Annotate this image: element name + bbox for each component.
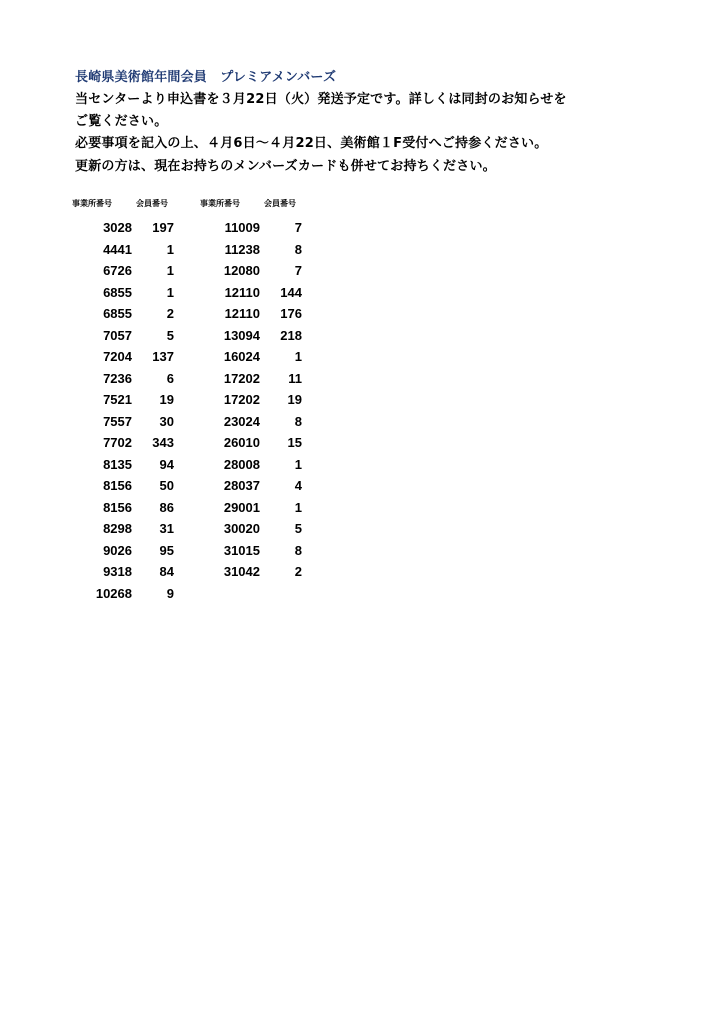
member-number-cell: 15 — [287, 435, 302, 451]
column-header-office-number: 事業所番号 — [72, 199, 112, 208]
notice-line-2: ご覧ください。 — [75, 114, 168, 129]
office-number-cell: 7702 — [103, 435, 132, 451]
table-row — [200, 239, 310, 261]
member-number-cell: 11 — [288, 370, 302, 386]
notice-line-1: 当センターより申込書を３月22日（火）発送予定です。詳しくは同封のお知らせを — [75, 92, 567, 107]
member-number-cell: 50 — [159, 478, 174, 494]
table-row — [72, 282, 182, 304]
table-row — [72, 454, 182, 476]
notice-line-3: 必要事項を記入の上、４月6日～４月22日、美術館１F受付へご持参ください。 — [75, 136, 548, 151]
office-number-cell: 29001 — [223, 499, 260, 515]
member-number-cell: 84 — [159, 564, 174, 580]
office-number-cell: 6855 — [103, 306, 132, 322]
member-number-cell: 2 — [294, 564, 302, 580]
table-row — [72, 217, 182, 239]
member-number-cell: 197 — [152, 220, 174, 236]
member-number-cell: 4 — [294, 478, 302, 494]
member-number-cell: 1 — [294, 456, 302, 472]
notice-line-4: 更新の方は、現在お持ちのメンバーズカードも併せてお持ちください。 — [75, 159, 496, 174]
member-number-cell: 1 — [166, 263, 174, 279]
table-header — [72, 198, 182, 212]
office-number-cell: 10268 — [95, 585, 132, 601]
table-row — [72, 411, 182, 433]
member-number-cell: 94 — [159, 456, 174, 472]
office-number-cell: 11009 — [224, 220, 260, 236]
table-row — [200, 454, 310, 476]
member-number-cell: 1 — [166, 241, 174, 257]
table-row — [72, 389, 182, 411]
office-number-cell: 16024 — [223, 349, 260, 365]
member-table-left — [72, 198, 182, 604]
member-number-cell: 86 — [159, 499, 174, 515]
table-body — [200, 217, 310, 583]
table-row — [200, 368, 310, 390]
office-number-cell: 8156 — [103, 499, 132, 515]
office-number-cell: 31015 — [223, 542, 260, 558]
member-number-cell: 343 — [152, 435, 174, 451]
member-number-cell: 5 — [166, 327, 174, 343]
member-number-cell: 6 — [166, 370, 174, 386]
office-number-cell: 6726 — [103, 263, 132, 279]
office-number-cell: 7057 — [103, 327, 132, 343]
office-number-cell: 17202 — [223, 370, 260, 386]
table-row — [200, 346, 310, 368]
table-row — [72, 303, 182, 325]
member-number-cell: 1 — [166, 284, 174, 300]
table-header — [200, 198, 310, 212]
member-number-cell: 95 — [159, 542, 174, 558]
member-number-cell: 19 — [159, 392, 174, 408]
member-number-cell: 1 — [294, 349, 302, 365]
office-number-cell: 12080 — [223, 263, 260, 279]
office-number-cell: 11238 — [224, 241, 260, 257]
table-row — [200, 411, 310, 433]
office-number-cell: 12110 — [224, 284, 260, 300]
office-number-cell: 12110 — [224, 306, 260, 322]
member-number-cell: 137 — [152, 349, 174, 365]
member-number-cell: 176 — [280, 306, 302, 322]
table-row — [72, 260, 182, 282]
office-number-cell: 9318 — [103, 564, 132, 580]
table-row — [200, 497, 310, 519]
office-number-cell: 7557 — [103, 413, 132, 429]
table-row — [72, 497, 182, 519]
column-header-member-number: 会員番号 — [136, 199, 168, 208]
table-row — [72, 432, 182, 454]
office-number-cell: 3028 — [103, 220, 132, 236]
office-number-cell: 28008 — [223, 456, 260, 472]
table-row — [200, 432, 310, 454]
member-number-cell: 19 — [287, 392, 302, 408]
office-number-cell: 26010 — [223, 435, 260, 451]
table-row — [200, 260, 310, 282]
office-number-cell: 8135 — [103, 456, 132, 472]
column-header-office-number: 事業所番号 — [200, 199, 240, 208]
table-row — [72, 475, 182, 497]
office-number-cell: 4441 — [103, 241, 132, 257]
office-number-cell: 9026 — [103, 542, 132, 558]
table-row — [72, 583, 182, 605]
office-number-cell: 31042 — [223, 564, 260, 580]
table-row — [200, 303, 310, 325]
office-number-cell: 8298 — [103, 521, 132, 537]
table-row — [72, 239, 182, 261]
office-number-cell: 6855 — [103, 284, 132, 300]
office-number-cell: 28037 — [223, 478, 260, 494]
member-number-cell: 31 — [159, 521, 174, 537]
office-number-cell: 30020 — [223, 521, 260, 537]
table-row — [72, 518, 182, 540]
member-table-right — [200, 198, 310, 583]
table-row — [72, 346, 182, 368]
office-number-cell: 7236 — [103, 370, 132, 386]
table-row — [200, 540, 310, 562]
column-header-member-number: 会員番号 — [264, 199, 296, 208]
table-body — [72, 217, 182, 604]
table-row — [200, 518, 310, 540]
table-row — [72, 368, 182, 390]
member-number-cell: 1 — [294, 499, 302, 515]
member-number-cell: 8 — [294, 241, 302, 257]
member-number-cell: 30 — [159, 413, 174, 429]
table-row — [72, 540, 182, 562]
member-number-cell: 9 — [166, 585, 174, 601]
member-number-cell: 8 — [294, 542, 302, 558]
table-row — [200, 282, 310, 304]
member-number-cell: 7 — [294, 220, 302, 236]
member-number-cell: 8 — [294, 413, 302, 429]
member-number-cell: 7 — [294, 263, 302, 279]
table-row — [200, 217, 310, 239]
office-number-cell: 13094 — [223, 327, 260, 343]
table-row — [200, 325, 310, 347]
table-row — [72, 325, 182, 347]
office-number-cell: 7521 — [103, 392, 132, 408]
table-row — [72, 561, 182, 583]
member-number-cell: 2 — [166, 306, 174, 322]
member-number-cell: 218 — [280, 327, 302, 343]
member-number-cell: 144 — [280, 284, 302, 300]
table-row — [200, 389, 310, 411]
office-number-cell: 17202 — [223, 392, 260, 408]
table-row — [200, 561, 310, 583]
office-number-cell: 7204 — [103, 349, 132, 365]
member-number-cell: 5 — [294, 521, 302, 537]
table-row — [200, 475, 310, 497]
office-number-cell: 8156 — [103, 478, 132, 494]
page-title: 長崎県美術館年間会員 プレミアメンバーズ — [75, 70, 337, 85]
office-number-cell: 23024 — [223, 413, 260, 429]
